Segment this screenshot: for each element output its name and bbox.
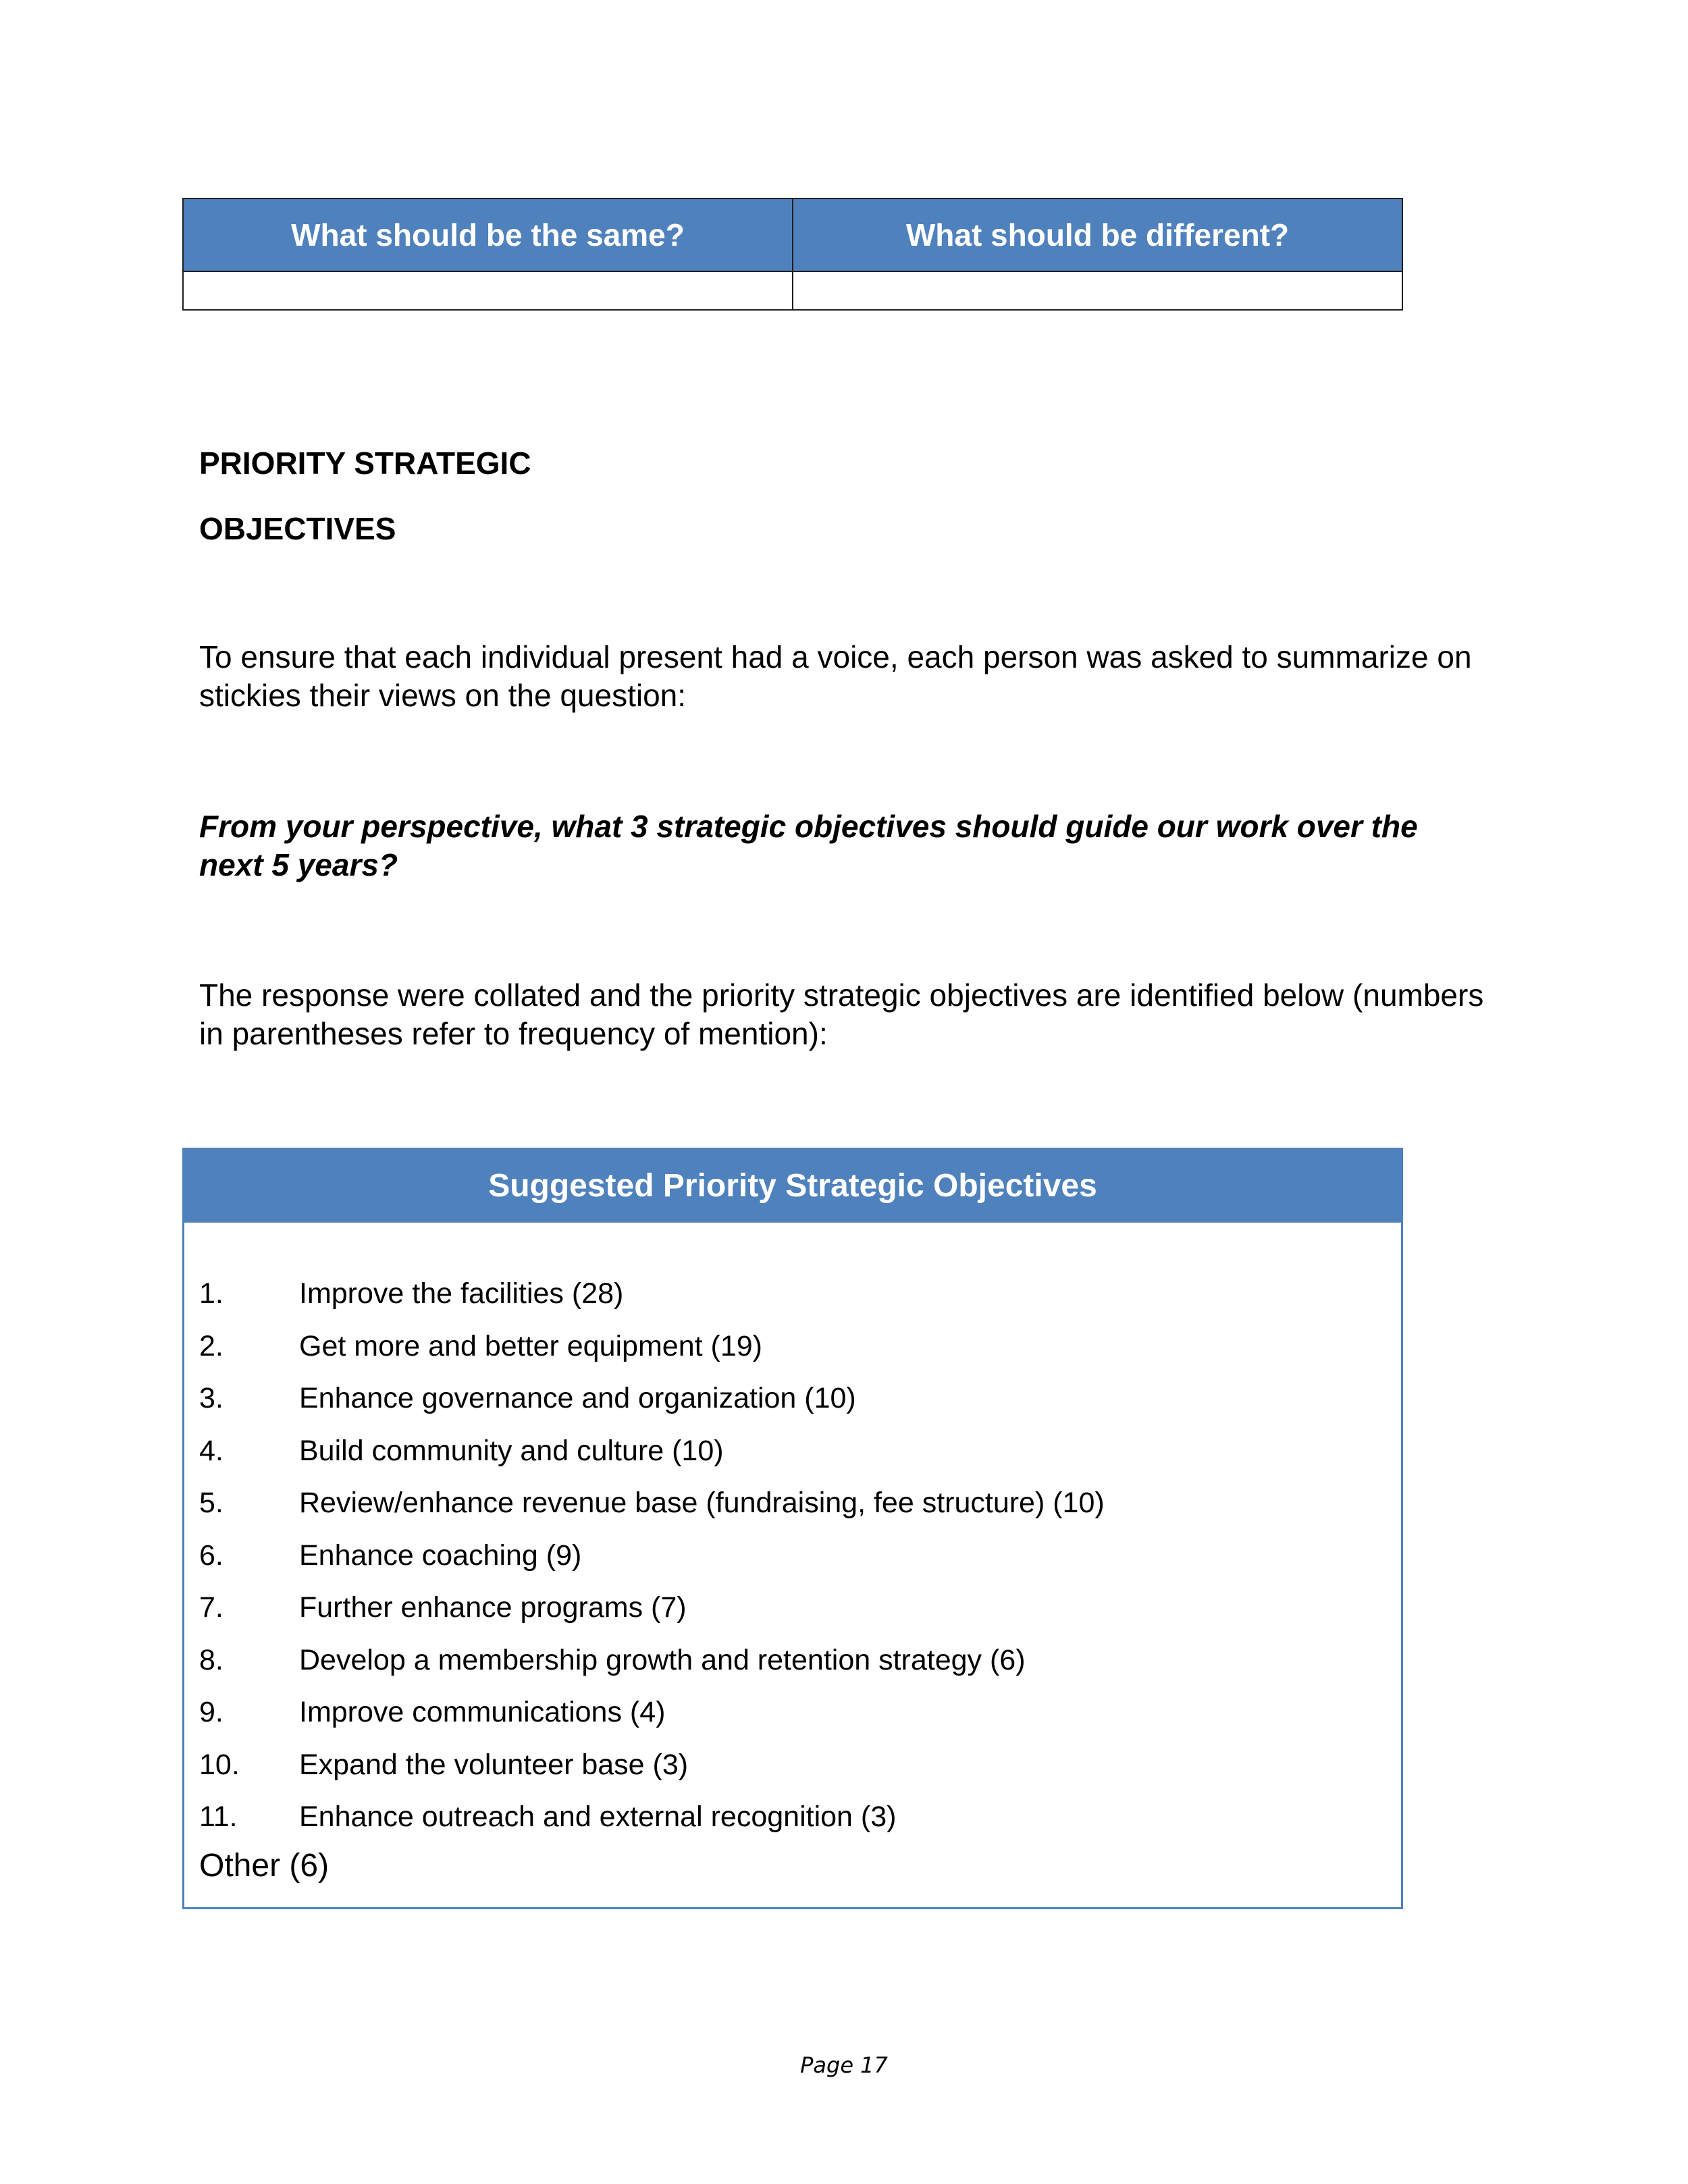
intro-paragraph: To ensure that each individual present had a voice, each person was asked to summarize on stickies their views on the question: [199, 639, 1472, 713]
list-item [199, 1539, 1105, 1591]
comparison-table-row [183, 271, 1402, 310]
list-item-text: Enhance outreach and external recognition (3) [299, 1801, 897, 1833]
list-item-number: 11. [199, 1801, 238, 1833]
list-item [199, 1434, 1105, 1487]
cell-same [183, 271, 793, 310]
list-item-text: Improve the facilities (28) [299, 1277, 624, 1310]
cell-different [793, 271, 1402, 310]
list-item [199, 1643, 1105, 1696]
section-heading-line1: PRIORITY STRATEGIC [199, 446, 531, 481]
list-item [199, 1800, 1105, 1853]
objectives-other: Other (6) [199, 1848, 329, 1884]
list-item-number: 5. [199, 1487, 223, 1519]
list-item-number: 6. [199, 1539, 223, 1572]
objectives-list [199, 1277, 1105, 1853]
list-item-number: 2. [199, 1329, 223, 1362]
list-item-text: Get more and better equipment (19) [299, 1329, 762, 1362]
list-item [199, 1277, 1105, 1329]
header-same: What should be the same? [183, 198, 793, 271]
list-item-text: Improve communications (4) [299, 1696, 666, 1728]
results-paragraph: The response were collated and the priority strategic objectives are identified below (numbers in parentheses refer to frequency of mention): [199, 978, 1484, 1051]
list-item [199, 1381, 1105, 1434]
list-item-text: Enhance governance and organization (10) [299, 1382, 856, 1414]
list-item-text: Enhance coaching (9) [299, 1539, 582, 1572]
list-item-number: 10. [199, 1748, 240, 1781]
section-heading-line2: OBJECTIVES [199, 511, 396, 546]
list-item-number: 9. [199, 1696, 223, 1728]
objectives-title: Suggested Priority Strategic Objectives [184, 1150, 1401, 1223]
objectives-box [182, 1148, 1403, 1909]
header-different: What should be different? [793, 198, 1402, 271]
list-item-number: 7. [199, 1591, 223, 1624]
question-text: From your perspective, what 3 strategic objectives should guide our work over the next 5 years? [199, 809, 1418, 882]
list-item-text: Review/enhance revenue base (fundraising, fee structure) (10) [299, 1487, 1105, 1519]
page-number: Page 17 [800, 2052, 888, 2078]
list-item-number: 3. [199, 1382, 223, 1414]
list-item [199, 1695, 1105, 1748]
list-item-number: 1. [199, 1277, 223, 1310]
comparison-table-header-row [183, 198, 1402, 271]
list-item-text: Further enhance programs (7) [299, 1591, 687, 1624]
list-item-text: Build community and culture (10) [299, 1434, 724, 1467]
comparison-table [182, 198, 1403, 311]
list-item-number: 8. [199, 1643, 223, 1676]
list-item-text: Expand the volunteer base (3) [299, 1748, 689, 1781]
list-item [199, 1748, 1105, 1801]
list-item [199, 1486, 1105, 1539]
list-item [199, 1591, 1105, 1643]
list-item [199, 1329, 1105, 1382]
list-item-text: Develop a membership growth and retention strategy (6) [299, 1643, 1026, 1676]
list-item-number: 4. [199, 1434, 223, 1467]
